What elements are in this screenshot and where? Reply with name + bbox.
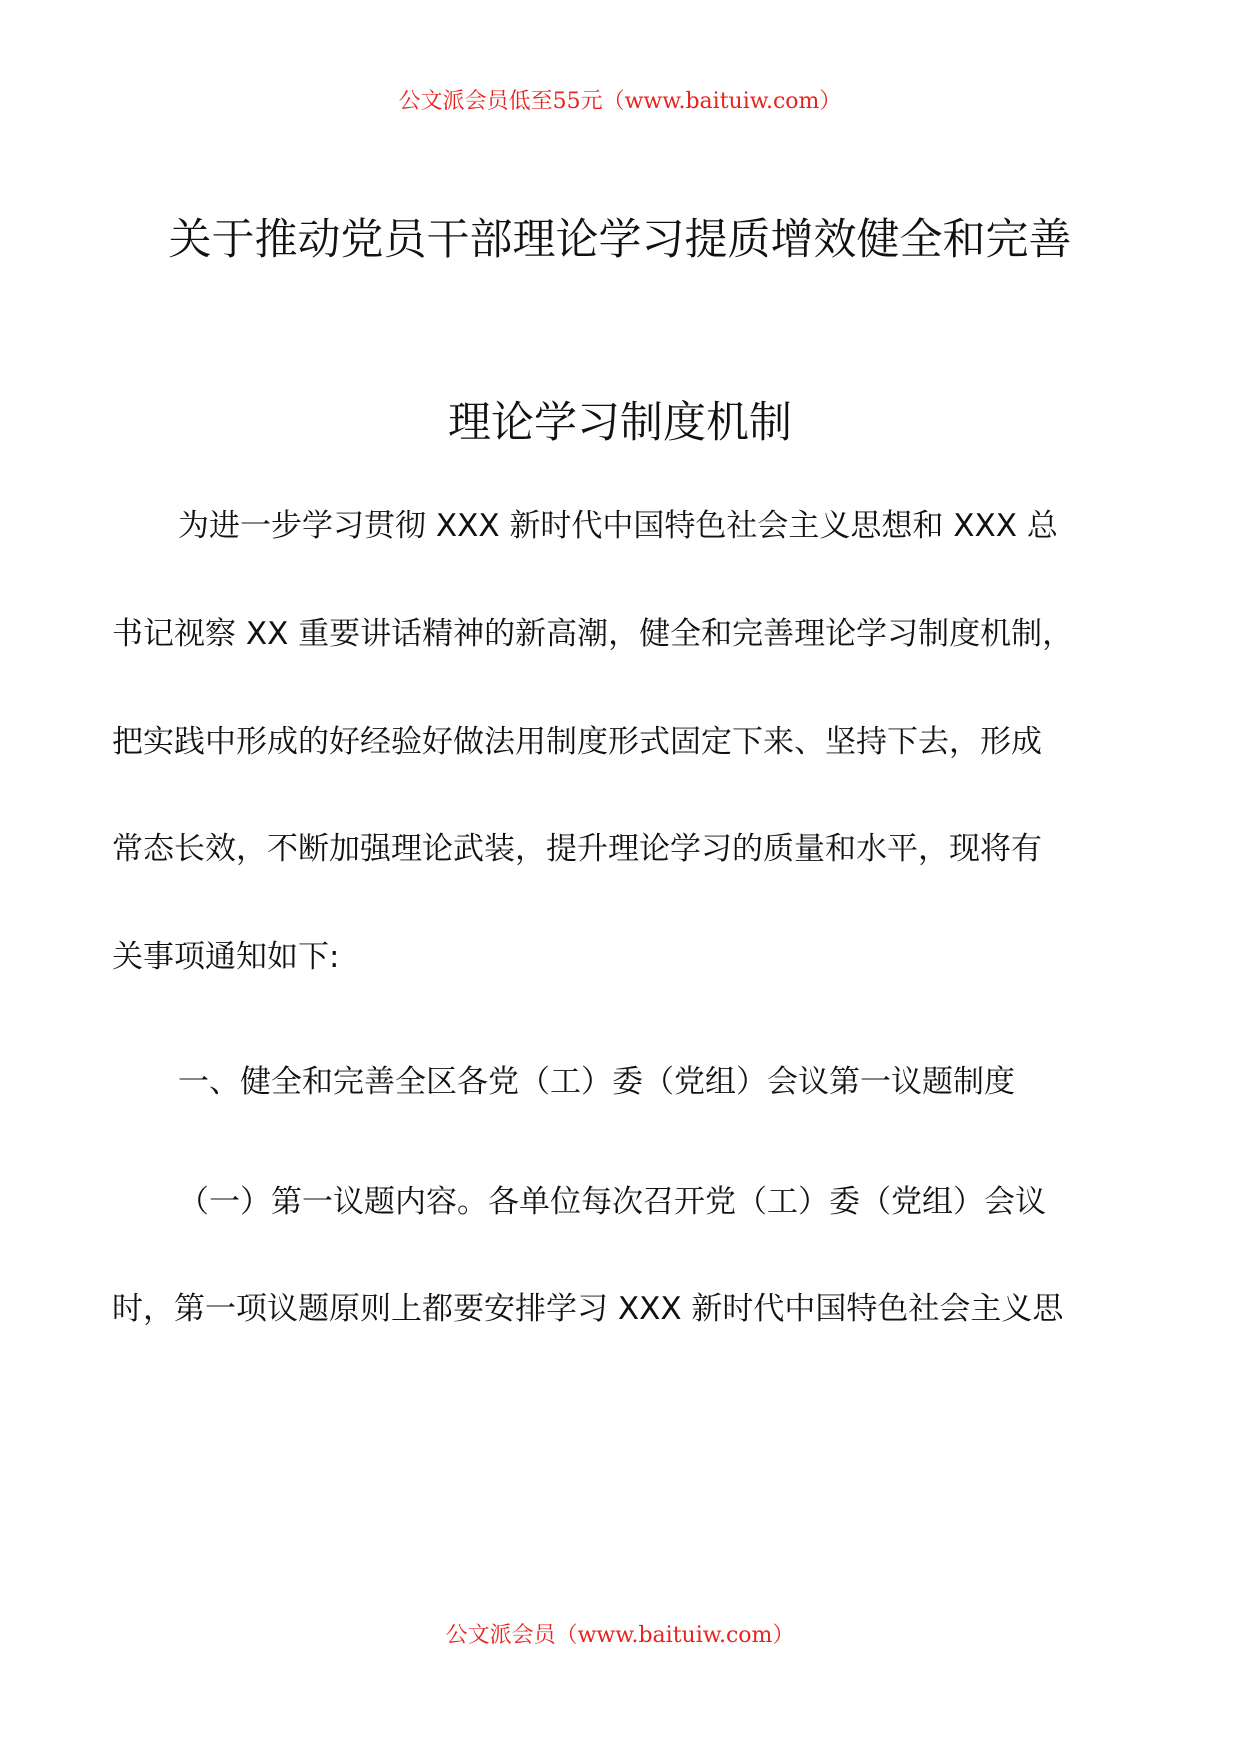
paragraph-line: 书记视察 XX 重要讲话精神的新高潮，健全和完善理论学习制度机制， xyxy=(112,616,1074,652)
header-watermark-note: 公文派会员低至55元（www.baituiw.com） xyxy=(398,89,842,114)
paragraph-line: 常态长效，不断加强理论武装，提升理论学习的质量和水平，现将有 xyxy=(112,831,1042,867)
paragraph-line: （一）第一议题内容。各单位每次召开党（工）委（党组）会议 xyxy=(178,1184,1046,1220)
document-title-line-1: 关于推动党员干部理论学习提质增效健全和完善 xyxy=(168,215,1072,265)
section-heading: 一、健全和完善全区各党（工）委（党组）会议第一议题制度 xyxy=(178,1064,1015,1100)
footer-watermark-note: 公文派会员（www.baituiw.com） xyxy=(445,1623,795,1648)
document-title-line-2: 理论学习制度机制 xyxy=(448,398,792,448)
paragraph-line: 时，第一项议题原则上都要安排学习 XXX 新时代中国特色社会主义思 xyxy=(112,1291,1064,1327)
paragraph-line: 关事项通知如下: xyxy=(112,939,340,975)
paragraph-line: 为进一步学习贯彻 XXX 新时代中国特色社会主义思想和 XXX 总 xyxy=(178,508,1058,544)
paragraph-line: 把实践中形成的好经验好做法用制度形式固定下来、坚持下去，形成 xyxy=(112,724,1042,760)
